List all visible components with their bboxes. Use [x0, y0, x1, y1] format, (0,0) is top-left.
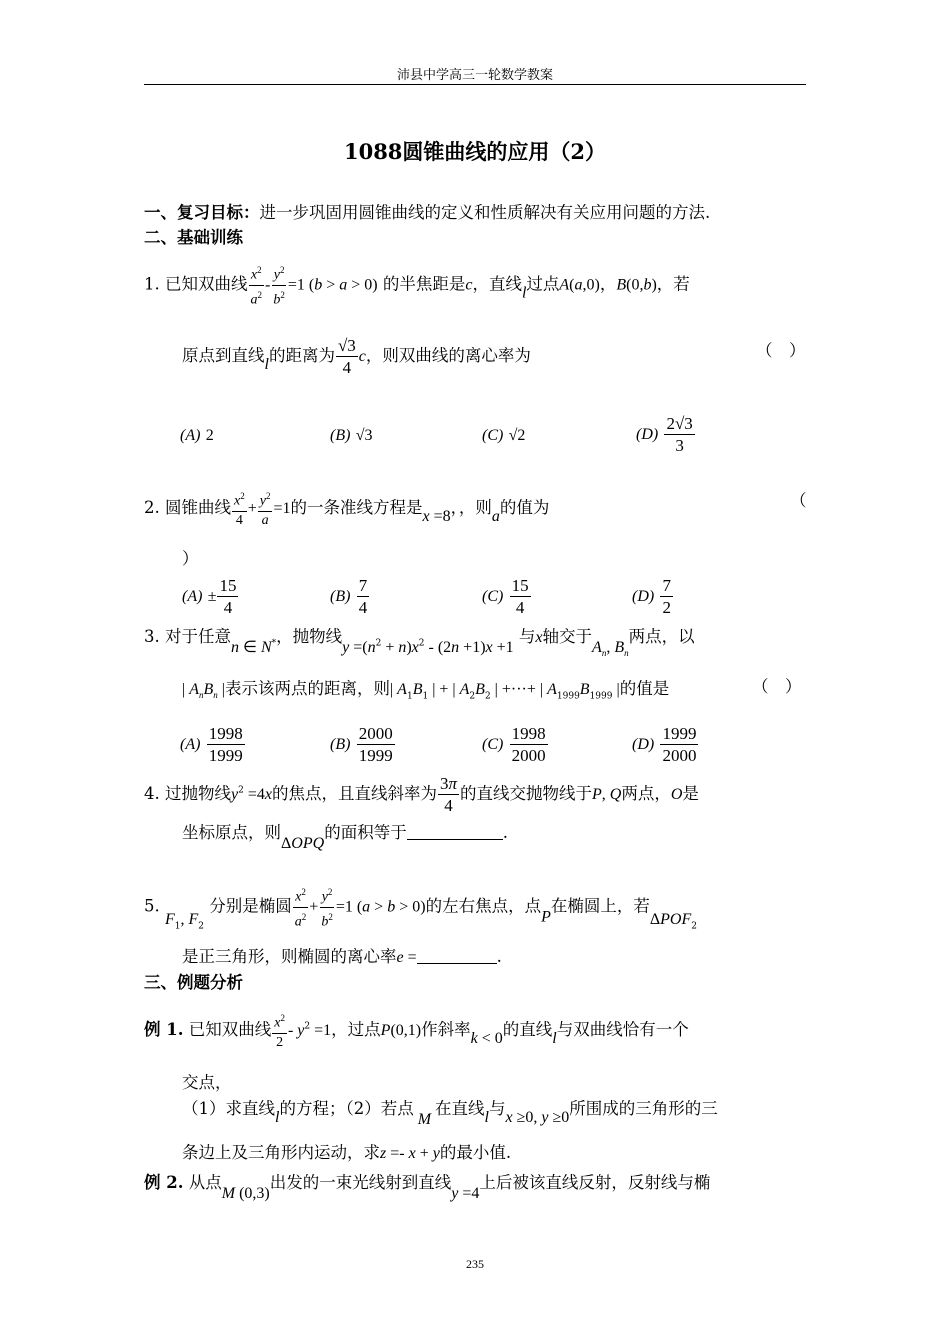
option-c: (C) $\frac{1998}{2000}$ [482, 724, 546, 765]
option-a: (A) $\frac{1998}{1999}$ [180, 724, 243, 765]
option-b: (B) $\frac{7}{4}$ [330, 576, 368, 617]
question-number: 3. [144, 627, 160, 646]
text: 两点， [621, 784, 671, 803]
section-text: 进一步巩固用圆锥曲线的定义和性质解决有关应用问题的方法. [259, 203, 711, 222]
text: 圆锥曲线 [165, 497, 231, 517]
var-c: c [465, 276, 473, 294]
text: 的左右焦点，点 [425, 896, 542, 916]
question-3-line-2: | $A_nB_n$ |表示该两点的距离，则| $A_1B_1$ | + | $A_2B_2$ | +···+ | $A_{1999}B_{1999}$ |的值是 [182, 679, 670, 702]
option-c: (C) $\frac{15}{4}$ [482, 576, 529, 617]
text: （1）求直线 [182, 1099, 275, 1118]
answer-paren-left: （ [790, 491, 807, 510]
example-1-line-4: 条边上及三角形内运动，求z =- x + y的最小值. [182, 1143, 512, 1162]
option-a: (A) 2 [180, 427, 214, 444]
text: 的一条准线方程是 [290, 497, 423, 517]
text: 过点 [526, 274, 560, 294]
text: ，直线 [472, 274, 522, 294]
text: 从点 [188, 1173, 222, 1192]
point-B: B [616, 276, 627, 294]
example-label: 例 2. [144, 1173, 184, 1192]
formula-x2-a2: $\frac{x^2}{a^2}$ [249, 262, 265, 308]
text: 分别是椭圆 [209, 896, 292, 916]
text: 的方程；（2）若点 [279, 1099, 414, 1118]
option-b: (B) $\frac{2000}{1999}$ [330, 724, 393, 765]
question-number: 5. [144, 896, 160, 916]
question-4-line-1: 4. 过抛物线$y^2 =4x$的焦点，且直线斜率为 $\frac{3\pi}{4}$ 的直线交抛物线于P, Q两点，O是 [144, 774, 699, 815]
question-1-line-2: 原点到直线l的距离为 $\frac{√3}{4}$ c，则双曲线的离心率为 [182, 336, 531, 377]
text: 过抛物线 [165, 784, 231, 803]
answer-paren: （ ） [756, 341, 806, 360]
text: 已知双曲线 [188, 1019, 272, 1039]
text: 的直线交抛物线于 [460, 784, 593, 803]
text: 的值是 [619, 679, 670, 698]
example-2-line-1: 例 2. 从点M (0,3)出发的一束光线射到直线y =4上后被该直线反射，反射线与椭 [144, 1173, 711, 1202]
text: 与 [518, 627, 536, 646]
section-label: 一、复习目标： [144, 203, 260, 222]
text: 所围成的三角形的三 [569, 1099, 718, 1118]
text: ，则双曲线的离心率为 [365, 346, 531, 365]
question-number: 2. [144, 497, 160, 517]
text: 是正三角形，则椭圆的离心率 [182, 947, 397, 966]
question-2-line-1: 2. 圆锥曲线 $\frac{x^2}{4}$ + $\frac{y^2}{a}$ =1的一条准线方程是x =8，，则a的值为 [144, 488, 549, 529]
text: 已知双曲线 [165, 274, 248, 294]
header-rule [144, 84, 806, 85]
text: 的距离为 [268, 346, 335, 365]
text: 的半焦距是 [382, 274, 466, 294]
question-number: 1. [144, 274, 160, 294]
point-A: A [559, 276, 570, 294]
text: 作斜率 [421, 1019, 471, 1039]
example-label: 例 1. [144, 1019, 184, 1039]
text: 出发的一束光线射到直线 [269, 1173, 452, 1192]
text: 的焦点，且直线斜率为 [271, 784, 437, 803]
text: ，若 [656, 274, 690, 294]
question-5-line-2: 是正三角形，则椭圆的离心率e = . [182, 947, 502, 966]
text: 与双曲线恰有一个 [556, 1019, 689, 1039]
text: ，则 [458, 497, 492, 517]
formula-y2-b2: $\frac{y^2}{b^2}$ [271, 262, 287, 308]
question-5-line-1: 5. $F_1$, $F_2$ 分别是椭圆 $\frac{x^2}{a^2}$ + $\frac{y^2}{b^2}$ =1 (a > b > 0)的左右焦点，点P在椭圆上，若$\Delta POF_2$ [144, 884, 697, 937]
example-1-line-2: 交点， [182, 1073, 232, 1092]
text: ，抛物线 [276, 627, 343, 646]
answer-blank[interactable] [417, 963, 497, 964]
answer-blank[interactable] [407, 839, 503, 840]
example-1-line-1: 例 1. 已知双曲线 $\frac{x^2}{2}$ - $y^2 =1$，过点P(0,1)作斜率k < 0的直线l与双曲线恰有一个 [144, 1010, 689, 1051]
text: 坐标原点，则 [182, 823, 281, 842]
text: 在椭圆上，若 [550, 896, 650, 916]
section-review-goals [144, 202, 710, 224]
formula-sqrt3-over-4: $\frac{√3}{4}$ [337, 336, 356, 377]
page-title: 1088圆锥曲线的应用（2） [343, 139, 607, 164]
answer-paren: （ ） [752, 677, 802, 696]
text: 两点，以 [628, 627, 695, 646]
text: 的值为 [499, 497, 550, 517]
formula-y2-a: $\frac{y^2}{a}$ [258, 488, 273, 529]
page-header: 沛县中学高三一轮数学教案 [396, 68, 553, 83]
option-d: (D) $\frac{2√3}{3}$ [636, 414, 693, 455]
text: 是 [682, 784, 699, 803]
question-3-line-1: 3. 对于任意n ∈ N*，抛物线$y =(n^2 + n)x^2 - (2n +1)x +1$ 与x轴交于$A_n$, $B_n$两点，以 [144, 627, 695, 659]
page-number: 235 [466, 1257, 484, 1271]
example-1-line-3: （1）求直线l的方程；（2）若点 M 在直线l与x ≥0, y ≥0所围成的三角形的三 [182, 1099, 718, 1128]
formula-x2-4: $\frac{x^2}{4}$ [232, 488, 247, 529]
text: 上后被该直线反射，反射线与椭 [479, 1173, 711, 1192]
text: 条边上及三角形内运动，求 [182, 1143, 380, 1162]
option-a: (A) ± $\frac{15}{4}$ [182, 576, 237, 617]
answer-paren-right: ） [182, 549, 199, 568]
option-d: (D) $\frac{7}{2}$ [632, 576, 671, 617]
section-basic-training: 二、基础训练 [144, 228, 243, 247]
text: 的最小值. [439, 1143, 512, 1162]
option-c: (C) √2 [482, 427, 526, 444]
text: 在直线 [435, 1099, 485, 1118]
text: 与 [488, 1099, 506, 1118]
var-l: l [521, 284, 527, 302]
text: 原点到直线 [182, 346, 265, 365]
text: 轴交于 [542, 627, 593, 646]
text: 的直线 [502, 1019, 553, 1039]
text: ，过点 [331, 1019, 381, 1039]
section-examples: 三、例题分析 [144, 973, 243, 992]
question-number: 4. [144, 784, 160, 803]
question-4-line-2: 坐标原点，则ΔOPQ的面积等于 . [182, 823, 508, 852]
text: 对于任意 [165, 627, 231, 646]
text: 表示该两点的距离，则 [224, 679, 390, 698]
option-d: (D) $\frac{1999}{2000}$ [632, 724, 697, 765]
question-1-line-1: 1. 已知双曲线 $\frac{x^2}{a^2}$ - $\frac{y^2}{b^2}$ =1 (b > a > 0) 的半焦距是c，直线l过点A(a,0)，B(0,b)，若 [144, 262, 690, 308]
text: 的面积等于 [324, 823, 407, 842]
option-b: (B) √3 [330, 427, 373, 444]
